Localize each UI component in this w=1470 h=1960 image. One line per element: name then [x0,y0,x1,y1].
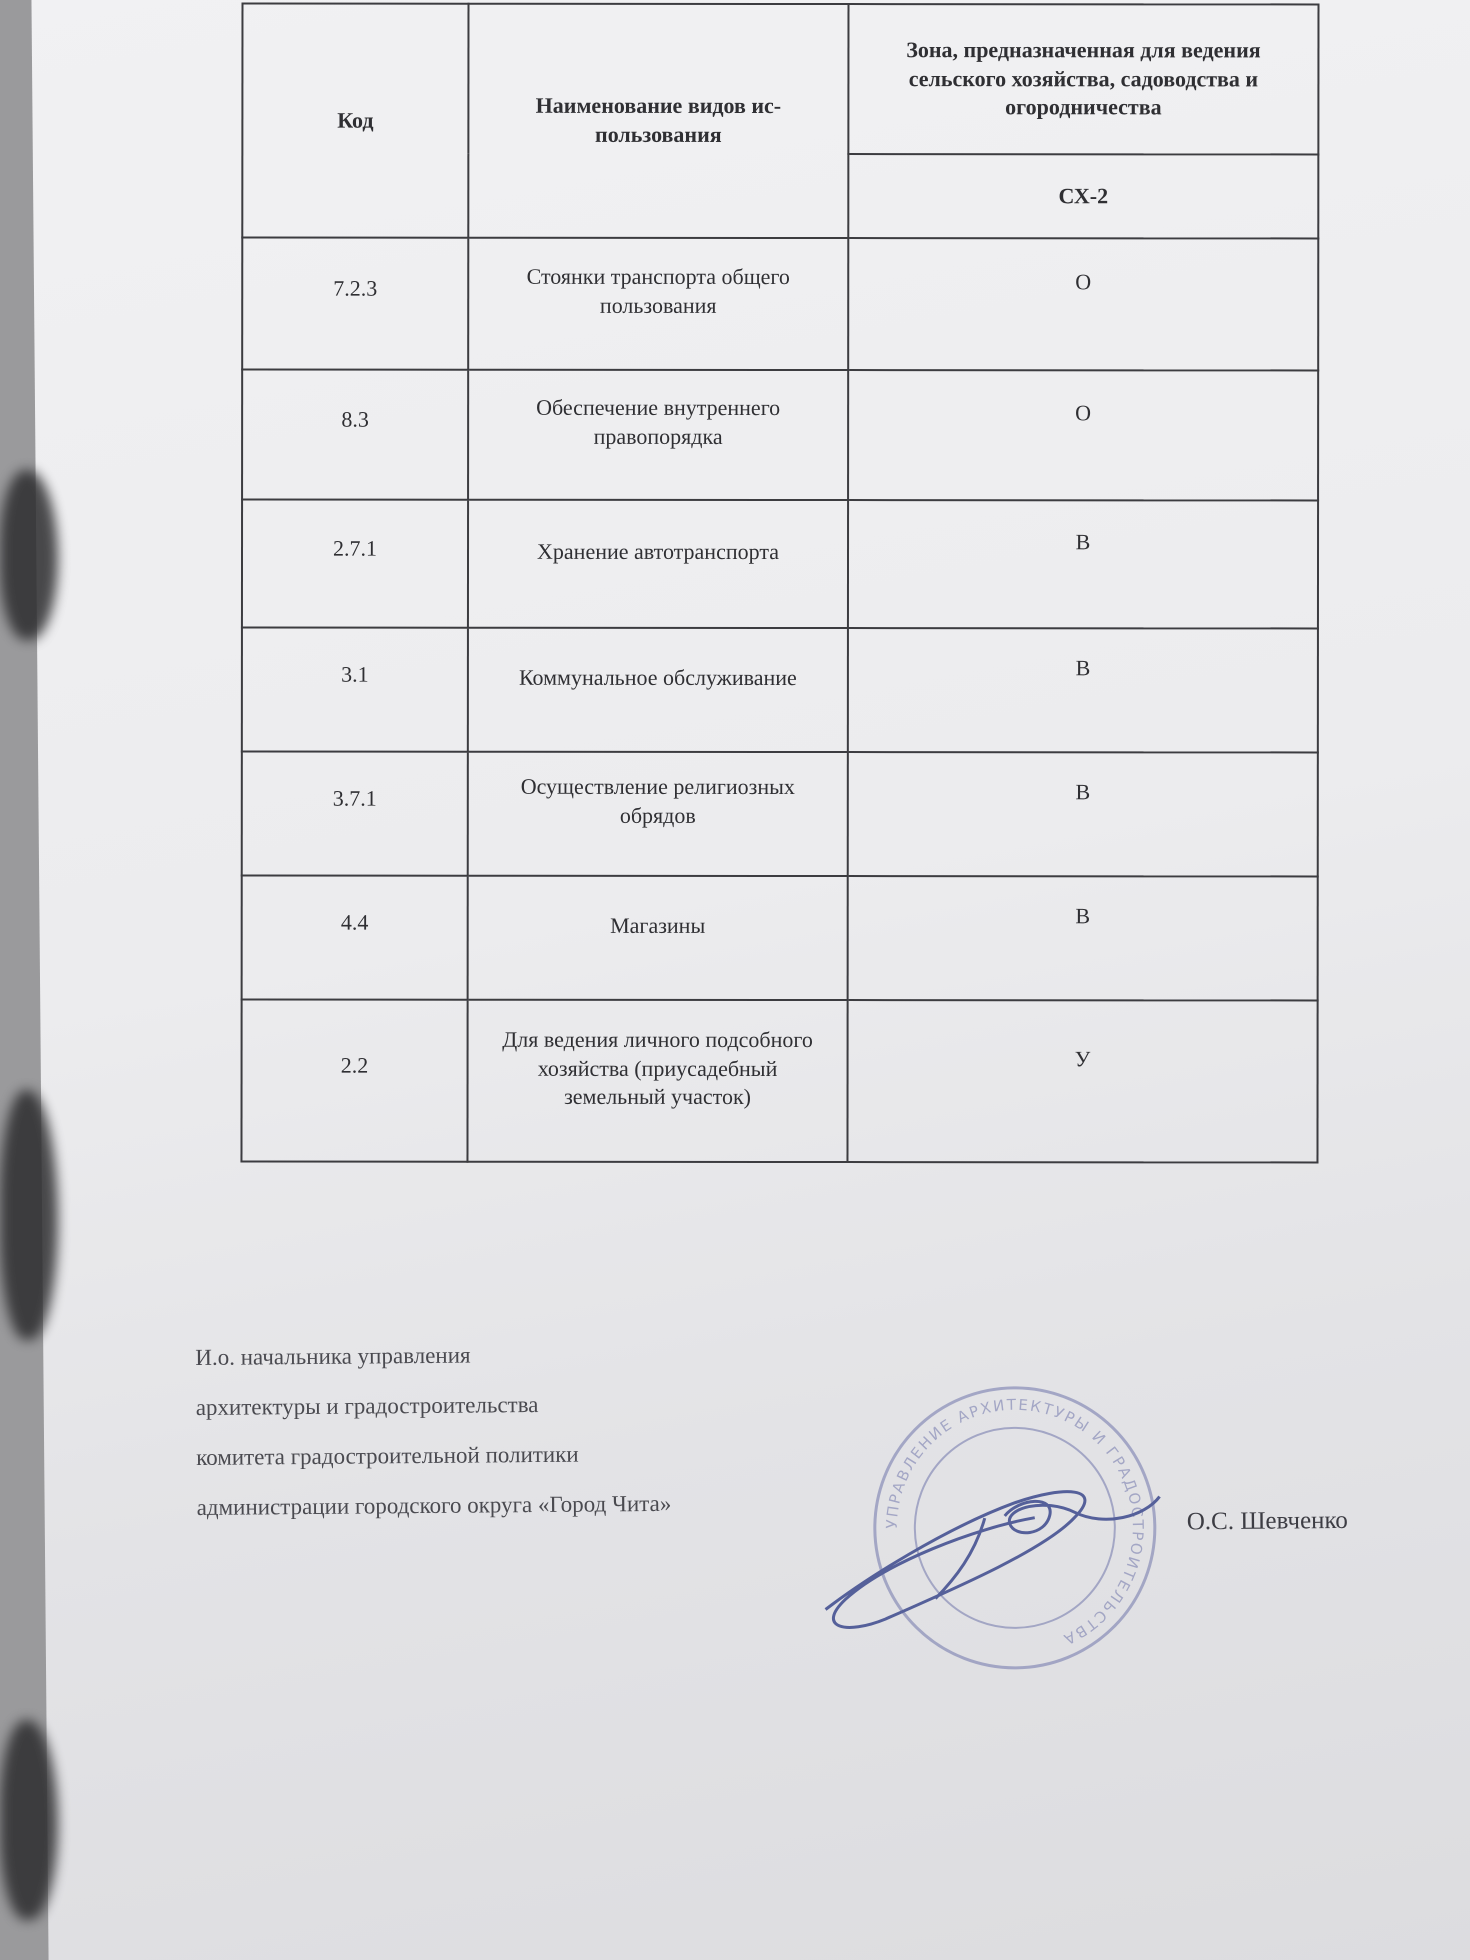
row-code: 4.4 [242,876,468,1000]
signature-line: комитета градостроительной политики [196,1441,579,1470]
header-zone-code: СХ-2 [848,154,1318,238]
header-code: Код [242,4,468,238]
row-permit-mark: В [848,628,1318,752]
row-permit-mark: У [847,1000,1317,1162]
row-permit-mark: О [848,370,1318,500]
header-name: Наименование видов ис-пользования [468,4,848,238]
table-row [242,500,1318,629]
table-row [242,238,1318,371]
row-permit-mark: В [848,876,1318,1000]
signature-line: И.о. начальника управления [195,1342,471,1370]
row-code: 3.7.1 [242,752,468,876]
row-code: 8.3 [242,370,468,500]
row-permit-mark: В [848,752,1318,876]
row-permit-mark: В [848,500,1318,628]
row-usage-name: Коммунальное обслуживание [468,628,848,752]
signature-line: администрации городского округа «Город Чита» [196,1490,672,1520]
row-code: 2.2 [241,1000,467,1162]
scan-shadow [0,470,58,640]
handwritten-signature-icon [804,1457,1166,1640]
row-usage-name: Для ведения личного подсобного хозяйства (приусадебный земельный участок) [467,1000,847,1162]
table-row [241,1000,1317,1163]
row-permit-mark: О [848,238,1318,370]
row-usage-name: Осуществление религиозных обрядов [468,752,848,876]
signature-line: архитектуры и градостроительства [195,1391,539,1420]
row-usage-name: Магазины [468,876,848,1000]
row-usage-name: Хранение автотранспорта [468,500,848,628]
row-code: 2.7.1 [242,500,468,628]
row-code: 3.1 [242,628,468,752]
table-row [242,370,1318,501]
row-code: 7.2.3 [242,238,468,370]
table-body [241,238,1318,1163]
stamp-text: УПРАВЛЕНИЕ АРХИТЕКТУРЫ И ГРАДОСТРОИТЕЛЬСТВА [882,1395,1147,1650]
signer-name: О.С. Шевченко [1186,1506,1348,1536]
land-use-table [240,3,1319,1164]
paper-sheet [31,0,1470,1960]
signature-block [195,1329,671,1533]
table-row [242,752,1318,877]
table-row [242,628,1318,753]
row-usage-name: Стоянки транспорта общего пользования [468,238,848,370]
header-zone: Зона, предназначенная для ведения сельского хозяйства, садоводства и огородничества [848,4,1318,154]
table-row [242,876,1318,1001]
row-usage-name: Обеспечение внутреннего правопорядка [468,370,848,500]
